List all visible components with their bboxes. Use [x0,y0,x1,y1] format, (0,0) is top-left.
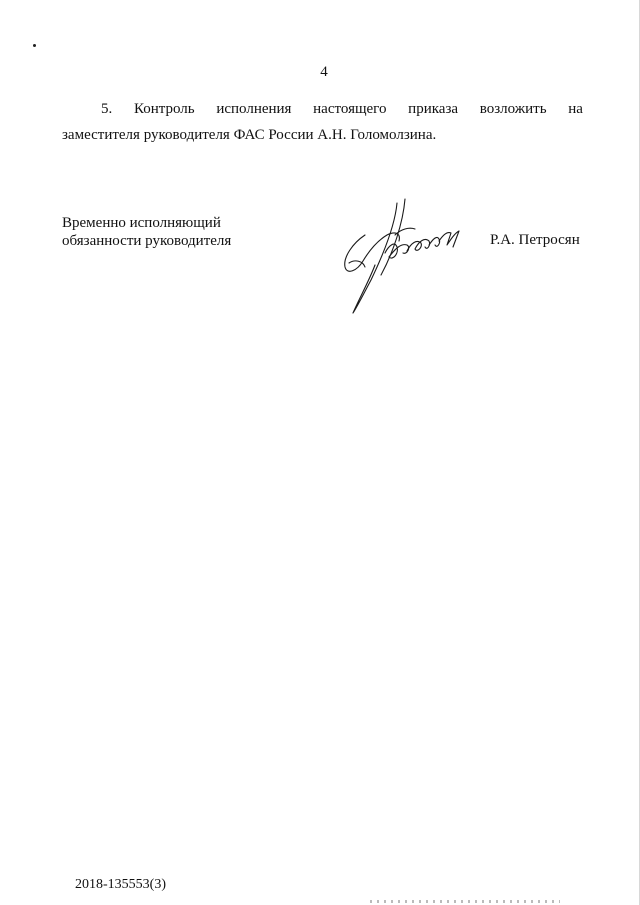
signatory-title-line-1: Временно исполняющий [62,215,221,231]
scan-artifact [370,900,560,903]
paragraph-word: исполнения [216,101,292,117]
page-number: 4 [320,64,328,80]
signatory-title-line-2: обязанности руководителя [62,233,232,249]
paragraph-word: настоящего [313,101,387,117]
paragraph-word: на [568,101,583,117]
handwritten-signature [335,195,470,320]
paragraph-item-5 [62,96,583,148]
signatory-title [62,214,231,250]
signer-name: Р.А. Петросян [490,232,580,248]
item-number: 5. [101,101,113,117]
paragraph-word: Контроль [133,101,195,117]
paragraph-word: приказа [408,101,459,117]
paragraph-line-2: заместителя руководителя ФАС России А.Н. Голомолзина. [62,127,437,143]
paragraph-word: возложить [479,101,547,117]
document-number: 2018-135553(3) [75,877,166,892]
scan-speck [33,44,36,47]
paragraph-line-1 [62,96,583,122]
